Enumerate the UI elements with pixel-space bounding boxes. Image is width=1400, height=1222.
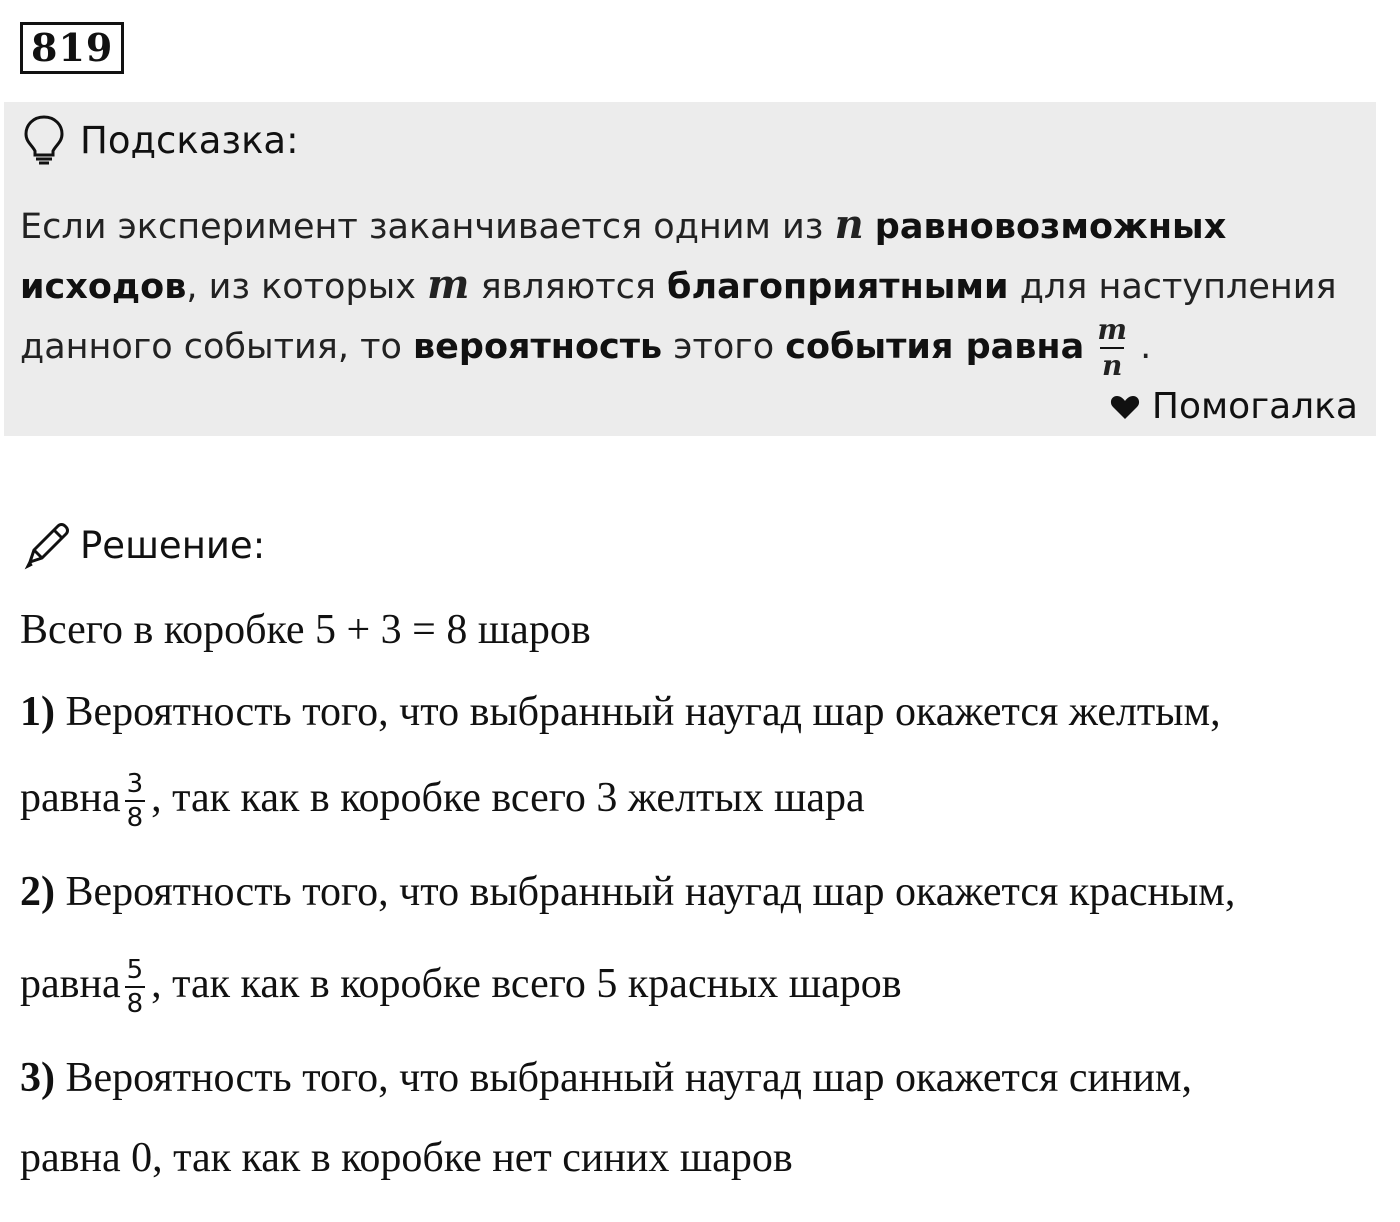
solution-total-line: Всего в коробке 5 + 3 = 8 шаров <box>20 607 591 653</box>
fraction-denominator: n <box>1102 349 1123 382</box>
fraction-denominator: 8 <box>125 986 146 1017</box>
solution-item-2-line1 <box>20 862 1235 922</box>
heart-icon <box>1110 394 1140 420</box>
fraction-numerator: 5 <box>126 955 144 986</box>
solution-item-1-line2 <box>20 768 865 834</box>
hint-text-period: . <box>1140 327 1152 367</box>
lightbulb-icon <box>22 114 66 166</box>
item-text: Вероятность того, что выбранный наугад шар окажется красным, <box>65 869 1236 915</box>
hint-text-part: являются <box>480 267 656 307</box>
fraction-denominator: 8 <box>125 800 146 831</box>
item-marker: 3) <box>20 1055 55 1101</box>
item-prefix: равна <box>20 961 121 1007</box>
item-suffix: , так как в коробке всего 3 желтых шара <box>151 775 865 821</box>
solution-item-2-line2 <box>20 954 902 1020</box>
hint-title-label: Подсказка: <box>80 118 299 162</box>
hint-text-part: для наступления данного события, то <box>20 267 1337 367</box>
solution-title <box>22 520 265 570</box>
hint-bold-event-equals: события равна <box>785 327 1085 367</box>
hint-title <box>22 112 299 168</box>
task-number: 819 <box>20 22 124 74</box>
hint-bold-outcomes: равновозможных исходов <box>20 207 1227 307</box>
hint-text-part: , из которых <box>186 267 417 307</box>
fraction-m-over-n <box>1095 313 1129 382</box>
item-suffix: , так как в коробке всего 5 красных шаров <box>151 961 902 1007</box>
solution-item-3-line2: равна 0, так как в коробке нет синих шаров <box>20 1135 793 1181</box>
hint-bold-probability: вероятность <box>413 327 663 367</box>
solution-item-1-line1 <box>20 682 1221 742</box>
hint-text-part: Если эксперимент заканчивается одним из <box>20 207 824 247</box>
pencil-icon <box>22 520 72 570</box>
fraction-5-over-8 <box>125 955 146 1020</box>
solution-item-3-line1 <box>20 1048 1192 1108</box>
hint-text <box>20 196 1360 380</box>
fraction-numerator: 3 <box>126 769 144 800</box>
item-text: Вероятность того, что выбранный наугад шар окажется желтым, <box>65 689 1221 735</box>
hint-text-part: этого <box>673 327 775 367</box>
item-text: Вероятность того, что выбранный наугад шар окажется синим, <box>65 1055 1193 1101</box>
hint-bold-favorable: благоприятными <box>667 267 1009 307</box>
fraction-numerator: m <box>1097 313 1128 346</box>
variable-n: n <box>834 201 864 248</box>
brand-label <box>1110 386 1358 427</box>
fraction-3-over-8 <box>125 769 146 834</box>
brand-name: Помогалка <box>1151 386 1358 427</box>
item-prefix: равна <box>20 775 121 821</box>
item-marker: 1) <box>20 689 55 735</box>
item-marker: 2) <box>20 869 55 915</box>
solution-title-label: Решение: <box>80 523 266 567</box>
variable-m: m <box>427 261 470 308</box>
